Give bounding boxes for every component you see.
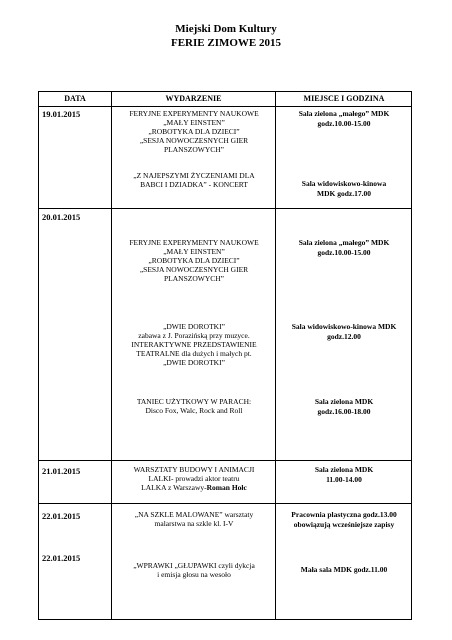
document-subtitle: FERIE ZIMOWE 2015	[170, 37, 281, 49]
event-line	[114, 483, 274, 492]
column-header-place: MIEJSCE I GODZINA	[303, 94, 385, 103]
row-date: 22.01.2015	[42, 511, 81, 521]
row-date: 22.01.2015	[42, 553, 81, 563]
event-line: PLANSZOWYCH”	[164, 145, 224, 154]
event-block	[114, 109, 274, 154]
column-header-event: WYDARZENIE	[165, 94, 222, 103]
event-line: FERYJNE EXPERYMENTY NAUKOWE	[129, 238, 259, 247]
schedule-table	[38, 91, 412, 620]
event-block	[114, 465, 274, 492]
event-line: „DWIE DOROTKI”	[163, 358, 225, 367]
place-line: Sala widowiskowo-kinowa	[301, 179, 387, 188]
document-title: Miejski Dom Kultury	[175, 23, 277, 35]
place-block	[277, 109, 411, 128]
event-line: „WPRAWKI „GŁUPAWKI czyli dykcja	[133, 561, 255, 570]
column-divider	[111, 92, 112, 619]
place-line: 11.00-14.00	[326, 474, 362, 484]
event-line: TANIEC UŻYTKOWY W PARACH:	[136, 397, 252, 406]
place-line: godz.16.00-18.00	[317, 406, 371, 416]
event-line: „MAŁY EINSTEN”	[163, 118, 225, 127]
row-date: 20.01.2015	[42, 212, 81, 222]
header-divider	[39, 106, 411, 107]
event-line: malarstwa na szkle kl. I-V	[154, 519, 234, 528]
place-block	[277, 179, 411, 198]
place-block	[277, 397, 411, 416]
event-line: „NA SZKLE MALOWANE” warsztaty	[134, 510, 254, 519]
place-line: Sala zielona „małego” MDK	[298, 238, 390, 247]
column-divider	[275, 92, 276, 619]
event-line: i emisja głosu na wesoło	[157, 570, 231, 579]
event-line: PLANSZOWYCH”	[164, 274, 224, 283]
place-line: MDK godz.17.00	[317, 188, 371, 198]
place-line: godz.10.00-15.00	[317, 118, 371, 128]
event-line: TEATRALNE dla dużych i małych pt.	[136, 349, 252, 358]
event-line-prefix: LALKA z Warszawy-	[141, 483, 207, 492]
event-line: BABCI I DZIADKA” - KONCERT	[140, 180, 248, 189]
place-line: Mała sala MDK godz.11.00	[300, 565, 388, 574]
place-line: godz.12.00	[327, 331, 361, 341]
event-line: LALKI- prowadzi aktor teatru	[148, 474, 240, 483]
event-block	[114, 171, 274, 189]
place-block	[277, 510, 411, 529]
place-line: godz.10.00-15.00	[317, 247, 371, 257]
event-line: „ROBOTYKA DLA DZIECI”	[148, 127, 240, 136]
event-block	[114, 238, 274, 283]
column-header-date: DATA	[64, 94, 86, 103]
place-line: Sala widowiskowo-kinowa MDK	[291, 322, 397, 331]
event-line: „SESJA NOWOCZESNYCH GIER	[139, 265, 249, 274]
event-line: FERYJNE EXPERYMENTY NAUKOWE	[129, 109, 259, 118]
event-line: zabawa z J. Porazińską przy muzyce.	[138, 331, 250, 340]
row-date: 19.01.2015	[42, 109, 81, 119]
instructor-name: Roman Hołc	[206, 483, 247, 492]
event-block	[114, 322, 274, 367]
row-date: 21.01.2015	[42, 466, 81, 476]
place-block	[277, 565, 411, 575]
event-block	[114, 561, 274, 579]
event-line: „ROBOTYKA DLA DZIECI”	[148, 256, 240, 265]
event-block	[114, 510, 274, 528]
place-block	[277, 322, 411, 341]
place-block	[277, 238, 411, 257]
place-line: Pracownia plastyczna godz.13.00	[291, 510, 397, 519]
event-line: „DWIE DOROTKI”	[163, 322, 225, 331]
event-block	[114, 397, 274, 415]
place-block	[277, 465, 411, 484]
row-divider	[39, 208, 411, 209]
place-line: Sala zielona „małego” MDK	[298, 109, 390, 118]
place-line: Sala zielona MDK	[314, 397, 374, 406]
event-line: „Z NAJEPSZYMI ŻYCZENIAMI DLA	[133, 171, 255, 180]
row-divider	[39, 460, 411, 461]
event-line: INTERAKTYWNE PRZEDSTAWIENIE	[131, 340, 257, 349]
event-line: Disco Fox, Walc, Rock and Roll	[145, 406, 243, 415]
event-line: „MAŁY EINSTEN”	[163, 247, 225, 256]
place-line: obowiązują wcześniejsze zapisy	[293, 519, 395, 529]
event-line: „SESJA NOWOCZESNYCH GIER	[139, 136, 249, 145]
event-line: WARSZTATY BUDOWY I ANIMACJI	[133, 465, 255, 474]
row-divider	[39, 503, 411, 504]
place-line: Sala zielona MDK	[314, 465, 374, 474]
